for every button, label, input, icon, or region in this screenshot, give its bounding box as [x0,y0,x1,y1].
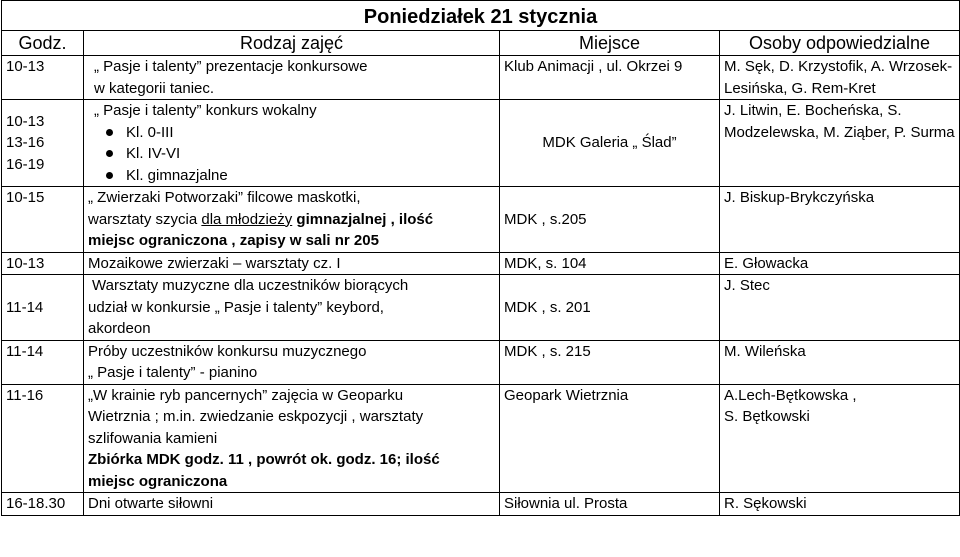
row-activity [84,384,500,493]
activity-line: Warsztaty muzyczne dla uczestników biorących [92,277,409,294]
header-activity: Rodzaj zajęć [84,31,500,56]
header-time: Godz. [2,31,84,56]
activity-line: udział w konkursie „ Pasje i talenty” keybord, [88,298,384,316]
row-persons: J. Litwin, E. Bocheńska, S. Modzelewska, M. Ziąber, P. Surma [720,100,960,187]
activity-line: „ Zwierzaki Potworzaki” filcowe maskotki, [88,189,361,206]
activity-line: „ Pasje i talenty” prezentacje konkursowe [94,58,368,75]
list-item: Kl. gimnazjalne [126,165,495,187]
page-title: Poniedziałek 21 stycznia [2,1,960,31]
row-time: 13-16 [6,134,45,152]
row-persons [720,384,960,493]
activity-underlined: dla młodzieży [201,210,293,228]
activity-line: „ Pasje i talenty” - pianino [88,364,258,381]
row-times [2,100,84,187]
table-row [2,100,960,187]
table-row [2,252,960,275]
row-activity [84,187,500,253]
row-place: Klub Animacji , ul. Okrzei 9 [500,56,720,100]
table-row [2,187,960,253]
schedule-table [1,0,960,516]
row-activity [84,56,500,100]
row-persons: J. Stec [720,275,960,341]
row-time: 11-14 [2,275,84,341]
activity-line: w kategorii taniec. [94,79,215,97]
header-row [2,31,960,56]
activity-line: Próby uczestników konkursu muzycznego [88,342,367,360]
activity-note: miejsc ograniczona [88,472,228,490]
title-row [2,1,960,31]
table-row [2,493,960,516]
activity-bold: gimnazjalnej , ilość [292,210,434,228]
row-place: MDK , s. 201 [500,275,720,341]
row-persons: E. Głowacka [720,252,960,275]
table-row [2,384,960,493]
activity-title: „ Pasje i talenty” konkurs wokalny [94,102,317,119]
list-item: Kl. IV-VI [126,143,495,165]
activity-note: Zbiórka MDK godz. 11 , powrót ok. godz. 16; ilość [88,451,440,468]
row-place: Siłownia ul. Prosta [500,493,720,516]
activity-line: akordeon [88,320,151,337]
person-line: A.Lech-Bętkowska , [724,386,857,404]
row-time: 16-18.30 [2,493,84,516]
activity-line: „W krainie ryb pancernych” zajęcia w Geoparku [88,386,404,404]
row-place: MDK , s.205 [500,187,720,253]
category-list [94,122,495,187]
row-place: MDK Galeria „ Ślad” [500,100,720,187]
activity-line: szlifowania kamieni [88,429,218,447]
row-time: 10-13 [6,112,45,130]
row-place: MDK , s. 215 [500,340,720,384]
header-place: Miejsce [500,31,720,56]
list-item: Kl. 0-III [126,122,495,144]
table-row [2,56,960,100]
row-time: 11-16 [2,384,84,493]
row-time: 10-15 [2,187,84,253]
row-persons: R. Sękowski [720,493,960,516]
row-activity [84,275,500,341]
table-row [2,340,960,384]
row-activity [84,100,500,187]
row-place: MDK, s. 104 [500,252,720,275]
row-persons: M. Wileńska [720,340,960,384]
activity-text: warsztaty szycia [88,210,202,228]
row-place: Geopark Wietrznia [500,384,720,493]
row-activity: Dni otwarte siłowni [84,493,500,516]
activity-note: miejsc ograniczona , zapisy w sali nr 205 [88,232,379,249]
row-persons: J. Biskup-Brykczyńska [720,187,960,253]
person-line: S. Bętkowski [724,408,810,425]
row-activity: Mozaikowe zwierzaki – warsztaty cz. I [84,252,500,275]
activity-line: Wietrznia ; m.in. zwiedzanie eskpozycji , warsztaty [88,408,424,425]
table-row [2,275,960,341]
row-activity [84,340,500,384]
header-persons: Osoby odpowiedzialne [720,31,960,56]
activity-line [88,209,495,231]
row-time: 16-19 [6,155,45,173]
row-persons: M. Sęk, D. Krzystofik, A. Wrzosek-Lesińska, G. Rem-Kret [720,56,960,100]
row-time: 10-13 [2,252,84,275]
row-time: 11-14 [2,340,84,384]
row-time: 10-13 [2,56,84,100]
